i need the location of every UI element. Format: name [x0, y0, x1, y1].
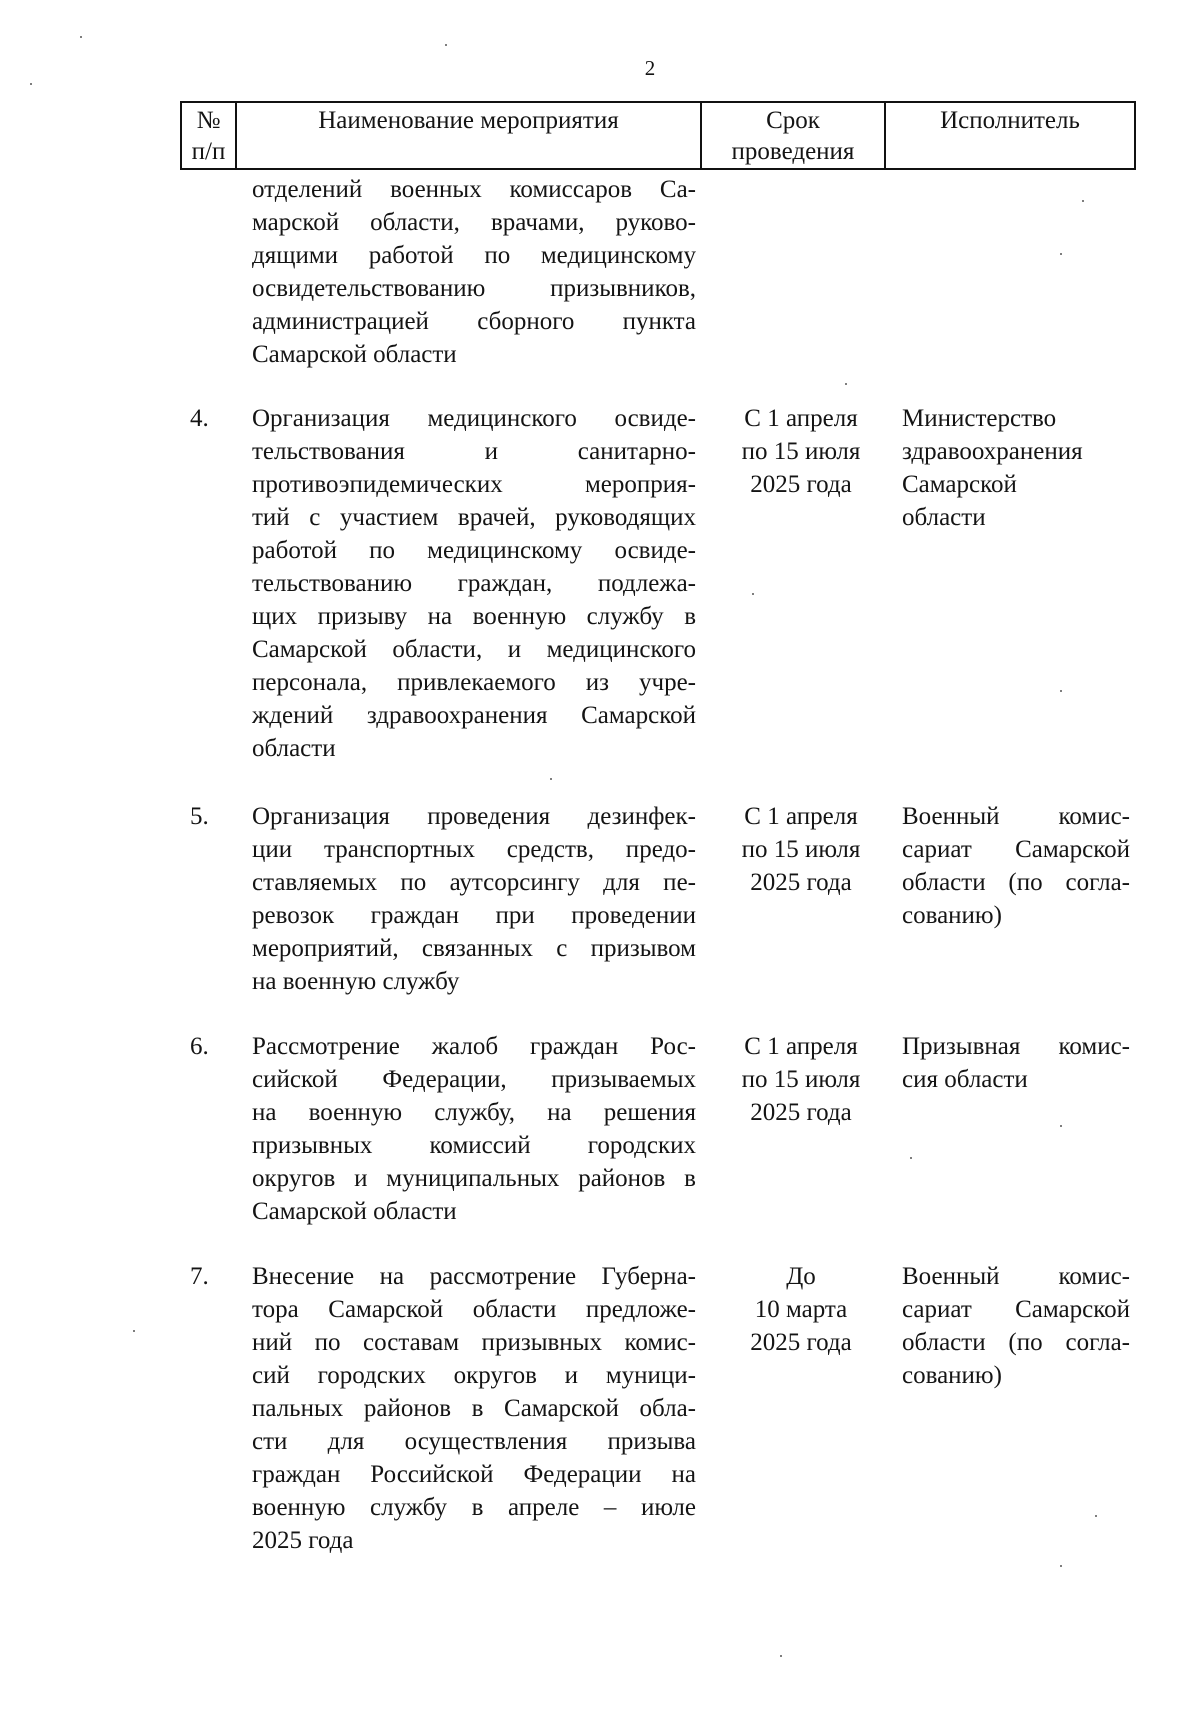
- text-line: сий городских округов и муници-: [252, 1362, 696, 1389]
- text-line: сариат Самарской: [902, 836, 1130, 863]
- row-term: С 1 апреля по 15 июля 2025 года: [741, 405, 861, 498]
- page-number: 2: [644, 56, 656, 80]
- text-line: Рассмотрение жалоб граждан Рос-: [252, 1033, 696, 1060]
- header-executor: Исполнитель: [885, 102, 1135, 169]
- text-line: области (по согла-: [902, 869, 1130, 896]
- text-line: ревозок граждан при проведении: [252, 902, 696, 929]
- text-line: ции транспортных средств, предо-: [252, 836, 696, 863]
- text-line: Призывная комис-: [902, 1033, 1130, 1060]
- text-line: Самарской: [902, 471, 1017, 498]
- text-line: щих призыву на военную службу в: [252, 603, 696, 630]
- text-line: Военный комис-: [902, 1263, 1130, 1290]
- text-line: сариат Самарской: [902, 1296, 1130, 1323]
- text-line: мероприятий, связанных с призывом: [252, 935, 696, 962]
- row-term: До 10 марта 2025 года: [750, 1263, 852, 1356]
- text-line: тельствованию граждан, подлежа-: [252, 570, 696, 597]
- text-line: области: [252, 735, 336, 762]
- text-line: на военную службу, на решения: [252, 1099, 696, 1126]
- text-line: 2025 года: [252, 1527, 354, 1554]
- text-line: области (по согла-: [902, 1329, 1130, 1356]
- text-line: Самарской области: [252, 341, 457, 368]
- text-line: Самарской области: [252, 1198, 457, 1225]
- text-line: сия области: [902, 1066, 1028, 1093]
- text-line: тора Самарской области предложе-: [252, 1296, 696, 1323]
- text-line: области: [902, 504, 986, 531]
- scan-speck: [80, 36, 82, 38]
- row-name: [252, 1260, 696, 1557]
- row-name: [252, 402, 696, 765]
- row-number: 5.: [190, 803, 209, 830]
- row-name: [252, 173, 696, 371]
- text-line: округов и муниципальных районов в: [252, 1165, 696, 1192]
- scan-speck: [845, 383, 847, 385]
- text-line: сийской Федерации, призываемых: [252, 1066, 696, 1093]
- text-line: ставляемых по аутсорсингу для пе-: [252, 869, 696, 896]
- text-line: военную службу в апреле – июле: [252, 1494, 696, 1521]
- row-number: 6.: [190, 1033, 209, 1060]
- row-executor: [902, 1260, 1130, 1392]
- text-line: персонала, привлекаемого из учре-: [252, 669, 696, 696]
- text-line: работой по медицинскому освиде-: [252, 537, 696, 564]
- header-name: Наименование мероприятия: [236, 102, 701, 169]
- text-line: ждений здравоохранения Самарской: [252, 702, 696, 729]
- text-line: тий с участием врачей, руководящих: [252, 504, 696, 531]
- text-line: призывных комиссий городских: [252, 1132, 696, 1159]
- scan-speck: [1060, 1125, 1062, 1127]
- text-line: отделений военных комиссаров Са-: [252, 176, 696, 203]
- text-line: Организация проведения дезинфек-: [252, 803, 696, 830]
- row-executor: [902, 1030, 1130, 1096]
- scan-speck: [1095, 1515, 1097, 1517]
- scan-speck: [1060, 1565, 1062, 1567]
- text-line: марской области, врачами, руково-: [252, 209, 696, 236]
- row-name: [252, 800, 696, 998]
- row-term: С 1 апреля по 15 июля 2025 года: [741, 1033, 861, 1126]
- text-line: противоэпидемических мероприя-: [252, 471, 696, 498]
- text-line: сти для осуществления призыва: [252, 1428, 696, 1455]
- scan-speck: [1060, 253, 1062, 255]
- row-number: 7.: [190, 1263, 209, 1290]
- text-line: Военный комис-: [902, 803, 1130, 830]
- text-line: администрацией сборного пункта: [252, 308, 696, 335]
- text-line: Министерство: [902, 405, 1057, 432]
- text-line: здравоохранения: [902, 438, 1083, 465]
- scan-speck: [445, 44, 447, 46]
- scan-speck: [1060, 690, 1062, 692]
- row-executor: [902, 402, 1130, 534]
- text-line: ний по составам призывных комис-: [252, 1329, 696, 1356]
- scan-speck: [1082, 200, 1084, 202]
- row-executor: [902, 800, 1130, 932]
- scan-speck: [133, 1330, 135, 1332]
- text-line: Внесение на рассмотрение Губерна-: [252, 1263, 696, 1290]
- text-line: Организация медицинского освиде-: [252, 405, 696, 432]
- scan-speck: [550, 778, 552, 780]
- header-term: Срок проведения: [701, 102, 885, 169]
- text-line: пальных районов в Самарской обла-: [252, 1395, 696, 1422]
- text-line: сованию): [902, 1362, 1002, 1389]
- scan-speck: [780, 1655, 782, 1657]
- row-term: С 1 апреля по 15 июля 2025 года: [741, 803, 861, 896]
- text-line: Самарской области, и медицинского: [252, 636, 696, 663]
- text-line: освидетельствованию призывников,: [252, 275, 696, 302]
- header-num: № п/п: [181, 102, 236, 169]
- scan-speck: [752, 593, 754, 595]
- text-line: граждан Российской Федерации на: [252, 1461, 696, 1488]
- text-line: тельствования и санитарно-: [252, 438, 696, 465]
- text-line: сованию): [902, 902, 1002, 929]
- scan-speck: [30, 83, 32, 85]
- table-header: [180, 101, 1136, 170]
- text-line: на военную службу: [252, 968, 460, 995]
- text-line: дящими работой по медицинскому: [252, 242, 696, 269]
- scan-speck: [910, 1157, 912, 1159]
- row-name: [252, 1030, 696, 1228]
- row-number: 4.: [190, 405, 209, 432]
